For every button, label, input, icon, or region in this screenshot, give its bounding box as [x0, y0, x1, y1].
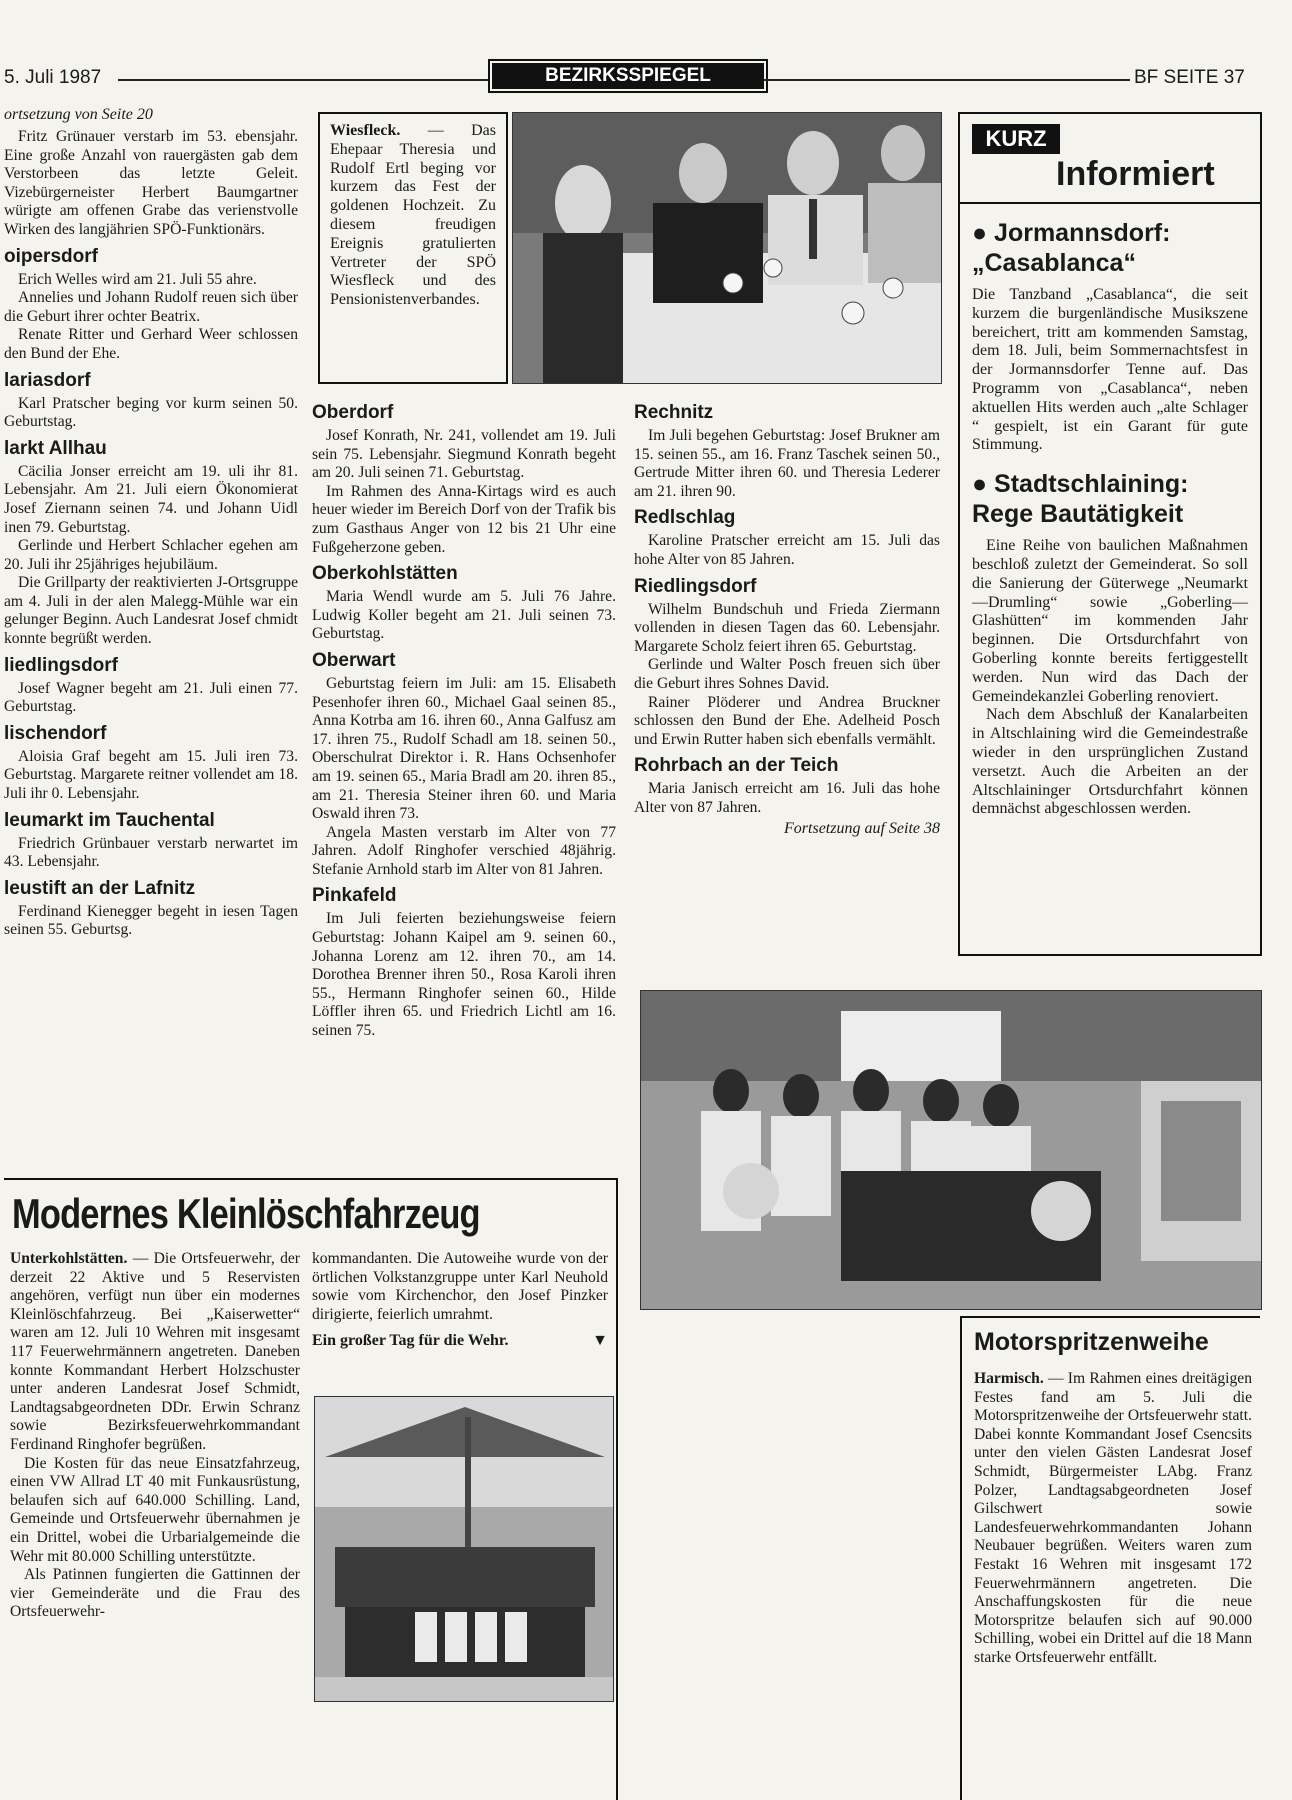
motor-lead: Harmisch.	[974, 1370, 1044, 1387]
news-paragraph: Maria Wendl wurde am 5. Juli 76 Jahre. Ludwig Koller begeht am 21. Juli seinen 73. Geburtstag.	[312, 588, 616, 643]
news-paragraph: Karl Pratscher beging vor kurm seinen 50. Geburtstag.	[4, 394, 298, 431]
header-rule-left	[118, 79, 488, 81]
news-paragraph: Im Juli feierten beziehungsweise feiern Geburtstag: Johann Kaipel am 9. seinen 60., Johanna Lorenz am 12. ihren 70., am 14. Dorothea Brenner ihren 50., Rosa Karoli ihren 55., Hermann Ringhofer seinen 60., Hilde Löffler ihren 65. und Friedrich Lichtl am 16. seinen 75.	[312, 910, 616, 1040]
kurz-header	[960, 114, 1260, 204]
news-paragraph: Rainer Plöderer und Andrea Bruckner schlossen den Bund der Ehe. Adelheid Posch und Erwin Rutter haben sich ebenfalls vermählt.	[634, 693, 940, 748]
header-rule-right	[764, 79, 1130, 81]
fire-text-col1	[10, 1250, 300, 1798]
section-heading: lariasdorf	[4, 369, 91, 391]
section-heading: liedlingsdorf	[4, 654, 118, 676]
wiesfleck-text: — Das Ehepaar Theresia und Rudolf Ertl beging vor kurzem das Fest der goldenen Hochzeit. Zu diesem freudigen Ereignis gratulierten Vertreter der SPÖ Wiesfleck und des Pensionistenverbandes.	[330, 122, 496, 309]
section-banner	[488, 59, 768, 93]
fire-p4: kommandanten. Die Autoweihe wurde von der örtlichen Volkstanzgruppe unter Karl Neuhold sowie vom Kirchenchor, den Josef Pinzker dirigierte, feierlich umrahmt.	[312, 1250, 608, 1323]
header-date: 5. Juli 1987	[4, 67, 102, 88]
motor-text-body: — Im Rahmen eines dreitägigen Festes fand am 5. Juli die Motorspritzenweihe der Ortsfeuerwehr statt. Dabei konnte Kommandant Josef Csencsits unter den vielen Gästen Landesrat Josef Schmidt, Bürgermeister LAbg. Franz Polzer, Landtagsabgeordneten Josef Gilschwert sowie Landesfeuerwehrkommandanten Johann Neubauer begrüßen. Weiters waren zum Festakt 16 Wehren mit insgesamt 172 Feuerwehrmännern angetreten. Die Anschaffungskosten für die neue Motorspritze belaufen sich auf 90.000 Schilling, wobei ein Drittel auf die 18 Mann starke Ortsfeuerwehr entfällt.	[974, 1370, 1252, 1666]
kurz-label: KURZ	[972, 124, 1060, 154]
photo-fire-brigade	[314, 1396, 614, 1702]
fire-p3: Als Patinnen fungierten die Gattinnen der vier Gemeinderäte und die Frau des Ortsfeuerwehr-	[10, 1566, 300, 1621]
right-news-column	[634, 396, 940, 976]
news-paragraph: Josef Konrath, Nr. 241, vollendet am 19. Juli sein 75. Lebensjahr. Siegmund Konrath begeht am 20. Juli seinen 71. Geburtstag.	[312, 427, 616, 482]
left-column	[4, 106, 298, 1172]
news-paragraph: Im Rahmen des Anna-Kirtags wird es auch heuer wieder im Bereich Dorf von der Trafik bis zum Gasthaus Anger von 12 bis 21 Uhr eine Fußgeherzone geben.	[312, 482, 616, 556]
section-heading: Rohrbach an der Teich	[634, 755, 839, 777]
fire-caption: Ein großer Tag für die Wehr. ▼	[312, 1332, 608, 1350]
section-heading: Pinkafeld	[312, 885, 397, 907]
news-paragraph: Maria Janisch erreicht am 16. Juli das hohe Alter von 87 Jahren.	[634, 780, 940, 816]
intro-paragraph: Fritz Grünauer verstarb im 53. ebensjahr. Eine große Anzahl von rauergästen gab dem Verstorbeen das letzte Geleit. Vizebürgerneister Herbert Baumgartner würigte am offenen Grabe das verienstvolle Wirken des langjährien SPÖ-Funktionärs.	[4, 128, 298, 238]
kurz-item-1-headline: ● Jormannsdorf: „Casablanca“	[972, 219, 1171, 277]
fire-text-col2	[312, 1250, 608, 1380]
wiesfleck-lead: Wiesfleck.	[330, 122, 401, 139]
section-heading: Oberwart	[312, 649, 396, 671]
photo-patinnen-flowers	[640, 990, 1262, 1310]
photo-golden-anniversary	[512, 112, 942, 384]
news-paragraph: Aloisia Graf begeht am 15. Juli iren 73. Geburtstag. Margarete reitner vollendet am 18. Juli ihr 0. Lebensjahr.	[4, 747, 298, 803]
news-paragraph: Annelies und Johann Rudolf reuen sich über die Geburt ihrer ochter Beatrix.	[4, 289, 298, 325]
motor-text	[974, 1370, 1252, 1798]
section-heading: Riedlingsdorf	[634, 575, 757, 597]
middle-column	[312, 396, 616, 1172]
news-paragraph: Wilhelm Bundschuh und Frieda Ziermann vollenden in diesen Tagen das 60. Lebensjahr. Margarete Scholz feiert ihren 65. Geburtstag.	[634, 600, 940, 655]
section-heading: lischendorf	[4, 722, 107, 744]
news-paragraph: Erich Welles wird am 21. Juli 55 ahre.	[18, 270, 257, 288]
photo-patinnen-image	[641, 991, 1261, 1309]
kurz-body	[960, 204, 1260, 819]
news-paragraph: Ferdinand Kienegger begeht in iesen Tagen seinen 55. Geburtsg.	[4, 902, 298, 939]
section-heading: Oberdorf	[312, 402, 394, 423]
section-heading: Rechnitz	[634, 402, 714, 423]
fire-p2: Die Kosten für das neue Einsatzfahrzeug, einen VW Allrad LT 40 mit Funkausrüstung, belaufen sich auf 640.000 Schilling. Land, Gemeinde und Ortsfeuerwehr übernahmen je ein Drittel, wobei die Urbarialgemeinde die Wehr mit 80.000 Schilling unterstützte.	[10, 1454, 300, 1565]
kurz-title: Informiert	[1056, 155, 1215, 193]
news-paragraph: Geburtstag feiern im Juli: am 15. Elisabeth Pesenhofer ihren 60., Michael Gaal seinen 85., Anna Kotrba am 16. ihren 60., Anna Galfusz am 17. ihren 75., Rudolf Schadl am 18. seinen 50., Oberschulrat Direktor i. R. Hans Ochsenhofer am 19. seinen 65., Maria Bradl am 20. ihren 85., am 21. Theresia Steiner ihren 60. und Maria Oswald ihren 73.	[312, 674, 616, 823]
fire-headline: Modernes Kleinlöschfahrzeug	[12, 1190, 480, 1237]
section-heading: Redlschlag	[634, 507, 736, 529]
news-paragraph: Josef Wagner begeht am 21. Juli einen 77. Geburtstag.	[4, 679, 298, 716]
kurz-item-2-text2: Nach dem Abschluß der Kanalarbeiten in Altschlaining wird die Gemeindestraße wieder in den ursprünglichen Zustand versetzt. Auch die Arbeiten an der Altschlaininger Ortsdurchfahrt können demnächst abgeschlossen werden.	[972, 706, 1248, 818]
header-page: BF SEITE 37	[1134, 67, 1245, 88]
kurz-item-1-text: Die Tanzband „Casablanca“, die seit kurzem die burgenländische Musikszene bereichert, tritt am kommenden Samstag, dem 18. Juli, beim Sommernachtsfest in der Jormannsdorfer Tenne auf. Das Programm von „Casablanca“, neben aktuellen Hits werden auch „alte Schlager “ gespielt, ist ein Garant für gute Stimmung.	[972, 286, 1248, 454]
fire-lead: Unterkohlstätten.	[10, 1250, 128, 1267]
motor-article-box	[960, 1316, 1260, 1800]
photo-fire-brigade-image	[315, 1397, 613, 1701]
news-paragraph: Gerlinde und Herbert Schlacher egehen am 20. Juli ihr 25jähriges hejubiläum.	[4, 537, 298, 573]
news-paragraph: Die Grillparty der reaktivierten J-Ortsgruppe am 4. Juli in der alen Malegg-Mühle war ein gelunger Beginn. Auch Landesrat Josef chmidt konnte begrüßt werden.	[4, 574, 298, 648]
wiesfleck-caption	[318, 112, 508, 384]
news-paragraph: Angela Masten verstarb im Alter von 77 Jahren. Adolf Ringhofer verschied 48jährig. Stefanie Arnhold starb im Alter von 81 Jahren.	[312, 823, 616, 878]
section-heading: leumarkt im Tauchental	[4, 809, 215, 831]
fire-p1: — Die Ortsfeuerwehr, der derzeit 22 Aktive und 5 Reservisten angehören, verfügt nun über ein modernes Kleinlöschfahrzeug. Bei „Kaiserwetter“ waren am 12. Juli 10 Wehren mit insgesamt 117 Feuerwehrmännern angetreten. Daneben konnte Kommandant Herbert Holzschuster unter anderen Landesrat Josef Schmidt, Landtagsabgeordneten DDr. Erwin Schranz sowie Bezirksfeuerwehrkommandant Ferdinand Ringhofer begrüßen.	[10, 1250, 300, 1453]
continued-note: ortsetzung von Seite 20	[4, 106, 153, 123]
news-paragraph: Karoline Pratscher erreicht am 15. Juli das hohe Alter von 85 Jahren.	[634, 532, 940, 568]
kurz-item-2-text: Eine Reihe von baulichen Maßnahmen beschloß zuletzt der Gemeinderat. So soll die Sanierung der Güterwege „Neumarkt—Drumling“ sowie „Goberling—Glashütten“ im kommenden Jahr beginnen. Die Ortsdurchfahrt von Goberling konnte bereits fertiggestellt werden. Nun wird das Dach der Gemeindekanzlei Goberling renoviert.	[972, 537, 1248, 705]
news-paragraph: Cäcilia Jonser erreicht am 19. uli ihr 81. Lebensjahr. Am 21. Juli eiern Ökonomierat Josef Ziernann seinen 74. und Johann Uidl inen 79. Geburtstag.	[4, 462, 298, 536]
news-paragraph: Gerlinde und Walter Posch freuen sich über die Geburt ihres Sohnes David.	[634, 656, 940, 692]
section-heading: Oberkohlstätten	[312, 563, 458, 585]
section-heading: oipersdorf	[4, 245, 98, 267]
section-heading: leustift an der Lafnitz	[4, 877, 196, 899]
photo-anniversary-image	[513, 113, 941, 383]
kurz-informiert-box	[958, 112, 1262, 956]
middle-sections	[312, 402, 616, 1041]
kurz-item-2-headline: ● Stadtschlaining: Rege Bautätigkeit	[972, 470, 1189, 529]
section-heading: larkt Allhau	[4, 437, 107, 459]
right-sections	[634, 402, 940, 818]
left-sections	[4, 246, 298, 940]
news-paragraph: Friedrich Grünbauer verstarb nerwartet im 43. Lebensjahr.	[4, 834, 298, 871]
continued-next-page: Fortsetzung auf Seite 38	[784, 819, 940, 837]
news-paragraph: Renate Ritter und Gerhard Weer schlossen den Bund der Ehe.	[4, 326, 298, 362]
news-paragraph: Im Juli begehen Geburtstag: Josef Brukner am 15. seinen 55., am 16. Franz Taschek seinen 50., Gertrude Mitter ihren 60. und Theresia Lederer am 21. ihren 90.	[634, 427, 940, 500]
caption-marker: ▼	[592, 1332, 608, 1350]
section-title: BEZIRKSSPIEGEL	[545, 65, 711, 86]
motor-headline: Motorspritzenweihe	[974, 1328, 1209, 1356]
